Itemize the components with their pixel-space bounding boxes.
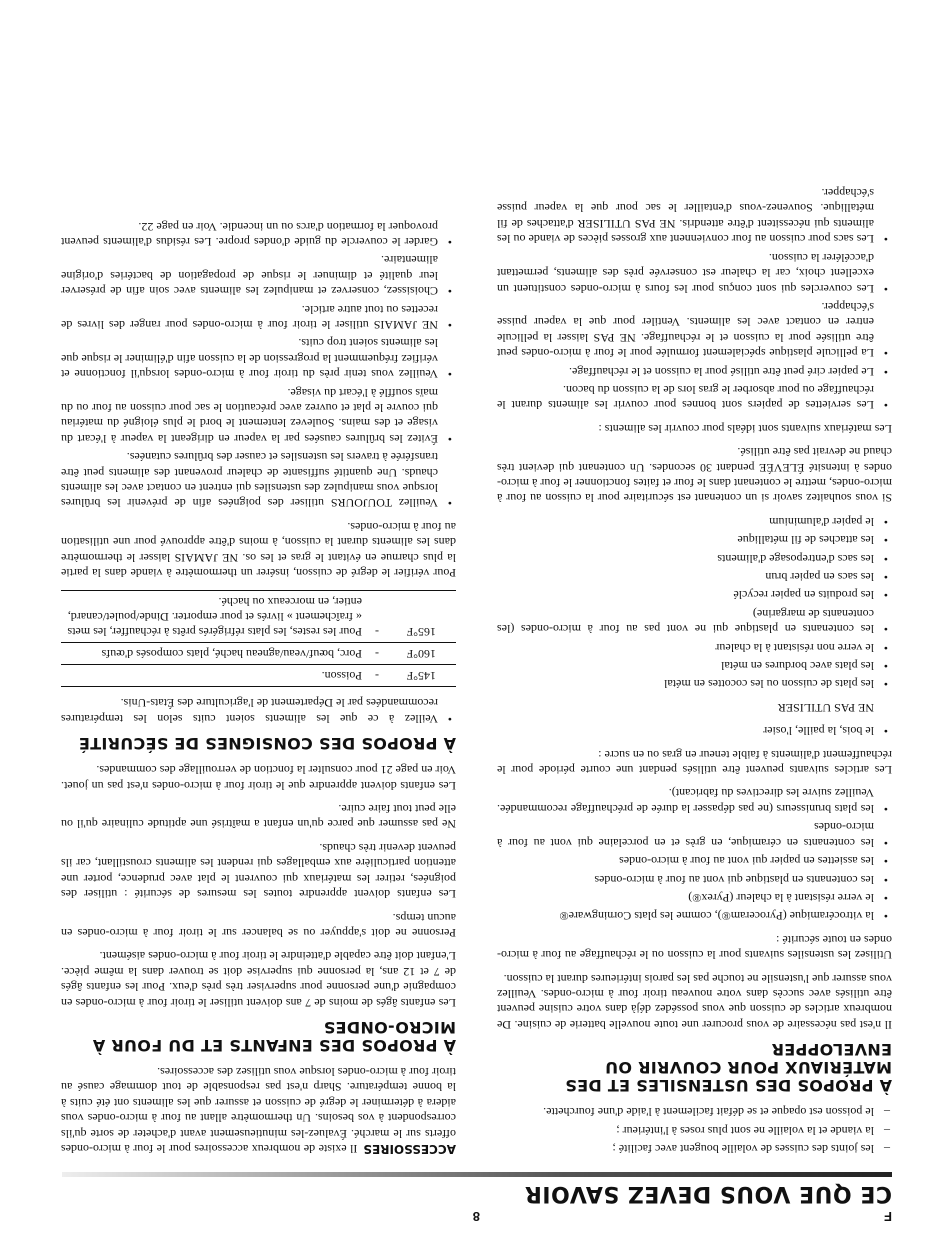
children-paragraph: Ne pas assumer que parce qu'un enfant a maîtrisé une aptitude culinaire qu'il ou elle peut tout faire cuire. bbox=[61, 802, 456, 832]
description-cell: Poisson. bbox=[61, 665, 364, 687]
temperature-cell: 160°F bbox=[390, 643, 456, 665]
list-item: • NE JAMAIS utiliser le tiroir four à micro-ondes pour ranger des livres de recettes ou tout autre article. bbox=[61, 301, 456, 332]
page-number: 8 bbox=[472, 1209, 480, 1224]
page-letter: F bbox=[884, 1209, 892, 1224]
children-paragraph: Personne ne doit s'appuyer ou se balancer sur le tiroir four à micro-ondes en aucun temps. bbox=[61, 910, 456, 940]
list-item: • les assiettes en papier qui vont au four à micro-ondes bbox=[497, 853, 892, 868]
accessories-label: ACCESSOIRES bbox=[363, 1142, 456, 1156]
children-paragraph: Les enfants âgés de moins de 7 ans doivent utiliser le tiroir four à micro-ondes en compagnie d'une personne pour superviser très près d'eux. Pour les enfants âgés de 7 et 12 ans, la personne qui supervise doit se trouver dans la même pièce. L'enfant doit être capable d'atteindre le tiroir four à micro-ondes aisément. bbox=[61, 949, 456, 1010]
list-item: • Les sacs pour cuisson au four conviennent aux grosses pièces de viande ou les aliments qui nécessitent d'être attendris. NE PAS UTILISER d'attaches de fil métallique. Souvenez-vous d'entailler le sac pour que la vapeur puisse s'échapper. bbox=[497, 185, 892, 247]
safe-utensils-list bbox=[497, 785, 892, 923]
list-item: – le poisson est opaque et se défait facilement à l'aide d'une fourchette. bbox=[497, 1104, 892, 1119]
banner-rule bbox=[62, 1172, 892, 1177]
list-item: • Évitez les brûlures causées par la vapeur en dirigeant la vapeur à l'écart du visage et des mains. Soulevez lentement le bord le plus éloigné du matériau qui couvre le plat et ouvrez avec précaution le sac pour cuisson au four ou du maïs soufflé à l'écart du visage. bbox=[61, 384, 456, 446]
left-column bbox=[497, 177, 892, 1156]
children-paragraph: Les enfants doivent apprendre toutes les mesures de sécurité : utiliser des poignées, retirer les matériaux qui couvrent le plat avec prudence, porter une attention particulière aux emballages qui rendent les aliments croustillant, car ils peuvent devenir très chauds. bbox=[61, 840, 456, 902]
list-item: • Veillez à ce que les aliments soient cuits selon les températures recommandées par le Département de l'agriculture des États-Unis. bbox=[61, 695, 456, 726]
dash-cell: - bbox=[364, 643, 390, 665]
list-item: • les contenants en céramique, en grès et en porcelaine qui vont au four à micro-ondes bbox=[497, 819, 892, 850]
banner-title: CE QUE VOUS DEVEZ SAVOIR bbox=[524, 1181, 892, 1206]
accessories-paragraph bbox=[61, 1064, 456, 1156]
list-item: • les contenants en plastique qui ne vont pas au four à micro-ondes (les contenants de margarine) bbox=[497, 605, 892, 636]
list-item: • Choisissez, conservez et manipulez les aliments avec soin afin de préserver leur qualité et diminuer le risque de propagation de bactéries d'origine alimentaire. bbox=[61, 252, 456, 298]
list-item: • Les couvercles qui sont conçus pour les fours à micro-ondes constituent un excellent choix, car la chaleur est conservée près des aliments, permettant d'accélérer la cuisson. bbox=[497, 249, 892, 295]
section-banner bbox=[62, 1172, 892, 1206]
accessories-text: Il existe de nombreux accessoires pour le four à micro-ondes offerts sur le marché. Évaluez-les minutieusement avant d'acheter de sorte qu'ils correspondent à vos besoins. Un thermomètre allant au four à micro-ondes vous aidera à déterminer le degré de cuisson et assurer que les aliments ont été cuits à la bonne température. Sharp n'est pas responsable de tout dommage causé au tiroir four à micro-ondes lorsque vous utilisez des accessoires. bbox=[61, 1064, 456, 1156]
temperature-table bbox=[61, 590, 456, 687]
list-item: • les plats avec bordures en métal bbox=[497, 658, 892, 673]
doneness-list bbox=[497, 1104, 892, 1156]
list-item: • Veuillez vous tenir près du tiroir four à micro-ondes lorsqu'il fonctionne et vérifiez fréquemment la progression de la cuisson afin d'éliminer le risque que les aliments soient trop cuits. bbox=[61, 335, 456, 381]
short-use-intro: Les articles suivants peuvent être utilisés pendant une courte période pour le réchauffement d'aliments à faible teneur en gras ou en sucre : bbox=[497, 747, 892, 778]
safety-heading: À PROPOS DES CONSIGNES DE SÉCURITÉ bbox=[78, 733, 456, 753]
list-item: • Veuillez TOUJOURS utiliser des poignées afin de prévenir les brûlures lorsque vous manipulez des ustensiles qui entrent en contact avec les aliments chauds. Une quantité suffisante de chaleur provenant des aliments peut être transférée à travers les ustensiles et causer des brûlures cutanées. bbox=[61, 449, 456, 511]
container-test-paragraph: Si vous souhaitez savoir si un contenant est sécuritaire pour la cuisson au four à micro-ondes, mettre le contenant dans le four et faites fonctionner le four à micro-ondes à intensité ÉLEVÉE pendant 30 secondes. Un contenant qui devient très chaud ne devrait pas être utilisé. bbox=[497, 445, 892, 506]
right-column bbox=[61, 210, 456, 1156]
list-item: • La pellicule plastique spécialement formulée pour le four à micro-ondes peut être utilisée pour la cuisson et le réchauffage. NE PAS laisser la pellicule entrer en contact avec les aliments. Ventiler pour que la vapeur puisse s'échapper. bbox=[497, 299, 892, 361]
children-paragraph: Les enfants doivent apprendre que le tiroir four à micro-ondes n'est pas un jouet. Voir en page 21 pour consulter la fonction de verrouillage des commandes. bbox=[61, 763, 456, 793]
list-item: – la viande et la volaille ne sont plus roses à l'intérieur ; bbox=[497, 1122, 892, 1137]
list-item: • les plats de cuisson ou les cocottes en métal bbox=[497, 676, 892, 691]
table-row bbox=[61, 665, 456, 687]
description-cell: Porc, bœuf/veau/agneau haché, plats composés d'œufs bbox=[61, 643, 364, 665]
temperature-intro-list bbox=[61, 695, 456, 726]
utensils-intro: Il n'est pas nécessaire de vous procurer une toute nouvelle batterie de cuisine. De nombreux articles de cuisson que vous possédez déjà dans votre cuisine peuvent être utilisés avec succès dans votre nouveau tiroir four à micro-ondes. Veuillez vous assurer que l'ustensile ne touche pas les parois intérieures durant la cuisson. bbox=[497, 971, 892, 1032]
list-item: • Les serviettes de papiers sont bonnes pour couvrir les aliments durant le réchauffage ou pour absorber le gras lors de la cuisson du bacon. bbox=[497, 382, 892, 413]
list-item: • les sacs en papier brun bbox=[497, 569, 892, 584]
list-item: • Le papier ciré peut être utilisé pour la cuisson et le réchauffage. bbox=[497, 363, 892, 378]
short-use-list bbox=[497, 723, 892, 738]
do-not-use-label: NE PAS UTILISER bbox=[777, 700, 874, 715]
description-cell: Pour les restes, les plats réfrigérés prêts à réchauffer, les mets « fraîchement » livrés et pour emporter. Dinde/poulet/canard, entier, en morceaux ou haché. bbox=[67, 595, 362, 640]
list-item: • les contenants en plastique qui vont au four à micro-ondes bbox=[497, 871, 892, 886]
do-not-use-list bbox=[497, 513, 892, 691]
list-item: • les attaches de fil métallique bbox=[497, 532, 892, 547]
list-item: – les joints des cuisses de volaille bougent avec facilité ; bbox=[497, 1141, 892, 1156]
table-row bbox=[61, 591, 456, 643]
dash-cell: - bbox=[375, 625, 379, 640]
list-item: • le bois, la paille, l'osier bbox=[497, 723, 892, 738]
list-item: • le papier d'aluminium bbox=[497, 513, 892, 528]
utensils-heading: À PROPOS DES USTENSILES ET DES MATÉRIAUX POUR COUVRIR OU ENVELOPPER bbox=[565, 1039, 892, 1095]
list-item: • les produits en papier recyclé bbox=[497, 587, 892, 602]
safe-utensils-intro: Utilisez les ustensiles suivants pour la cuisson ou le réchauffage au four à micro-ondes en toute sécurité : bbox=[497, 932, 892, 963]
list-item: • les sacs d'entreposage d'aliments bbox=[497, 550, 892, 565]
thermometer-paragraph: Pour vérifier le degré de cuisson, insérer un thermomètre à viande dans la partie la plus charnue en évitant le gras et les os. NE JAMAIS laisser le thermomètre dans les aliments durant la cuisson, à moins d'être approuvé pour une utilisation au four à micro-ondes. bbox=[61, 519, 456, 581]
cover-materials-list bbox=[497, 185, 892, 413]
list-item: • le verre résistant à la chaleur (Pyrex®) bbox=[497, 890, 892, 905]
list-item: • la vitrocéramique (Pyroceram®), comme les plats Corningware® bbox=[497, 908, 892, 923]
list-item: • Garder le couvercle du guide d'ondes propre. Les résidus d'aliments peuvent provoquer la formation d'arcs ou un incendie. Voir en page 22. bbox=[61, 218, 456, 249]
temperature-cell: 165°F bbox=[406, 625, 436, 640]
safety-list bbox=[61, 218, 456, 510]
cover-materials-intro: Les matériaux suivants sont idéals pour couvrir les aliments : bbox=[598, 421, 892, 436]
table-row bbox=[61, 643, 456, 665]
list-item: • les plats brunisseurs (ne pas dépasser la durée de préchauffage recommandée. Veuillez suivre les directives du fabricant). bbox=[497, 785, 892, 816]
dash-cell: - bbox=[364, 665, 390, 687]
list-item: • le verre non résistant à la chaleur bbox=[497, 639, 892, 654]
temperature-cell: 145°F bbox=[390, 665, 456, 687]
children-heading: À PROPOS DES ENFANTS ET DU FOUR À MICRO-ONDES bbox=[92, 1017, 456, 1055]
